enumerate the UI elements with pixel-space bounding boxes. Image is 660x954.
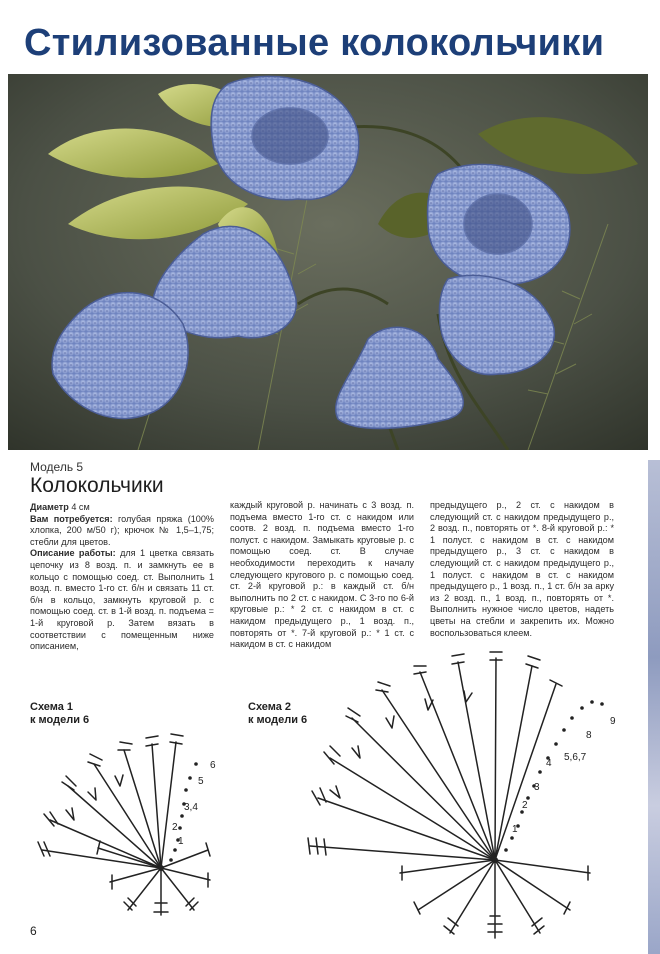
scheme-1-subtitle: к модели 6: [30, 714, 90, 726]
instructions-column-3: [430, 500, 614, 639]
scheme-1-round-2: 2: [172, 822, 178, 833]
scheme-2-subtitle: к модели 6: [248, 714, 308, 726]
scheme-1-diagram: [28, 720, 248, 920]
scheme-2-round-2: 2: [522, 800, 528, 811]
scheme-1-round-1: 1: [178, 836, 184, 847]
scheme-2-round-9: 9: [610, 716, 616, 727]
diameter-value: 4 см: [68, 502, 90, 512]
materials-label: Вам потребуется:: [30, 513, 113, 524]
scheme-2-round-3: 3: [534, 782, 540, 793]
page-title: Стилизованные колокольчики: [24, 22, 605, 64]
instructions-column-3-text: предыдущего р., 2 ст. с накидом в следующий ст. с накидом предыдущего р., 2 возд. п., повторять от *. 8-й круговой р.: * 1 полуст. с накидом в ст. с накидом предыдущего р., 3 ст. с накидом в следующий ст. с накидом предыдущего р., 1 полуст. с накидом в ст. с накидом предыдущего р., 1 возд. п., 1 ст. б/н за арку из 2 возд. п., 1 возд. п., повторять от *. Выполнить нужное число цветов, надеть цветы на стебли и закрепить их. Можно воспользоваться клеем.: [430, 500, 614, 638]
scheme-1-round-5: 5: [198, 776, 204, 787]
description-value: для 1 цветка связать цепочку из 8 возд. п. и замкнуть ее в кольцо с помощью соед. ст. Выполнить 1 возд. п. вместо 1-го ст. б/н и связать 11 ст. б/н в кольцо, замкнуть круговой р. с помощью соед. ст. в 1-й возд. п. подъема = 1-й круговой р. Затем вязать в соответствии с помещенным ниже описанием,: [30, 548, 214, 652]
scheme-2-round-1: 1: [512, 824, 518, 835]
materials-value: голубая пряжа (100% хлопка, 200 м/50 г); крючок № 1,5–1,75; стебли для цветов.: [30, 513, 214, 547]
crochet-bluebells-photo: [8, 74, 648, 450]
scheme-2-title: Схема 2: [248, 701, 292, 713]
scheme-1-round-3-4: 3,4: [184, 802, 198, 813]
scheme-1-round-6: 6: [210, 760, 216, 771]
decorative-side-strip: [648, 460, 660, 954]
scheme-2-label: [248, 701, 307, 727]
scheme-1-title: Схема 1: [30, 701, 74, 713]
instructions-column-2: [230, 500, 414, 651]
scheme-2-round-5-6-7: 5,6,7: [564, 752, 587, 763]
model-name-heading: Колокольчики: [30, 474, 164, 497]
scheme-2-round-4: 4: [546, 758, 552, 769]
diameter-label: Диаметр: [30, 502, 69, 512]
scheme-2-round-8: 8: [586, 730, 592, 741]
scheme-2-diagram: [300, 648, 640, 948]
instructions-column-2-text: каждый круговой р. начинать с 3 возд. п. подъема вместо 1-го ст. с накидом или соотв. 2 возд. п. подъема вместо 1-го полуст. с накидом. Замыкать круговые р. с помощью соед. ст. В случае необходимости переходить к началу следующего кругового р. с помощью соед. ст. 2-й круговой р.: в каждый ст. б/н выполнить по 2 ст. с накидом. С 3-го по 6-й круговые р.: * 2 ст. с накидом в ст. с накидом предыдущего р., 1 возд. п., повторять от *. 7-й круговой р.: * 1 ст. с накидом в ст. с накидом: [230, 500, 414, 650]
page-number: 6: [30, 924, 37, 938]
instructions-column-1: [30, 502, 214, 653]
description-label: Описание работы:: [30, 548, 116, 559]
model-number-label: Модель 5: [30, 460, 84, 474]
